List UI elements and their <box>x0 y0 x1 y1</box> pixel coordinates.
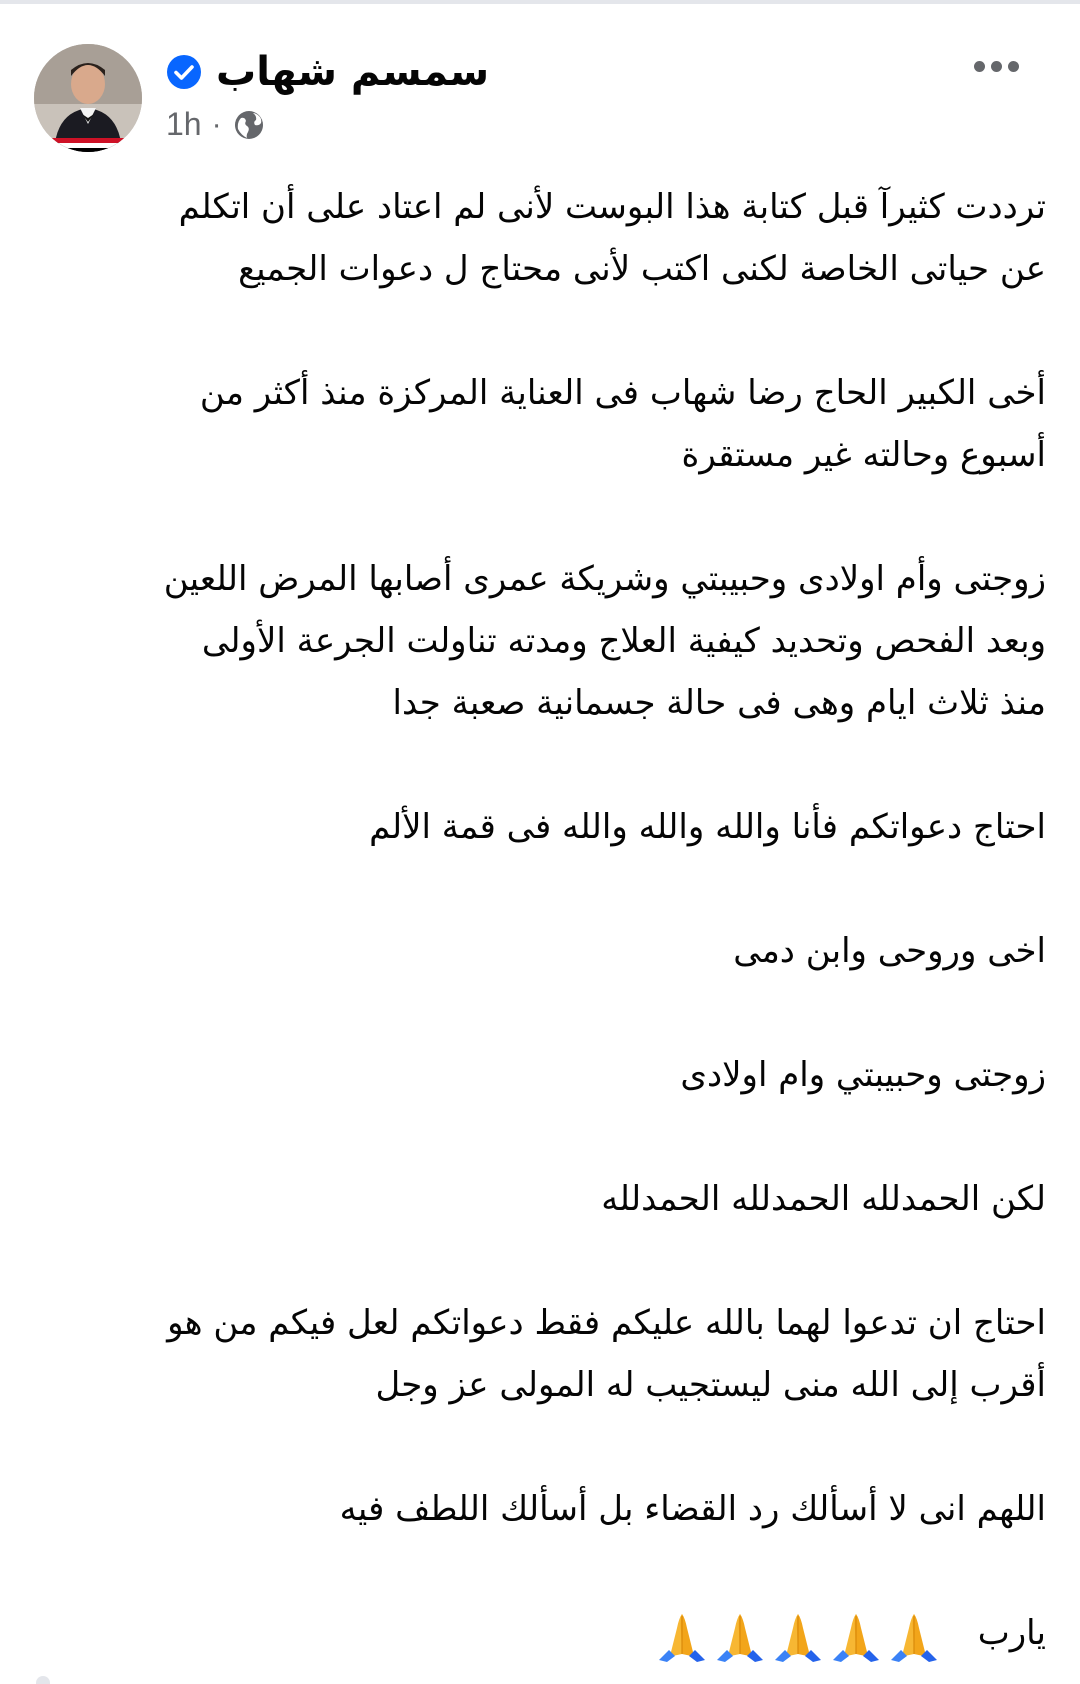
folded-hands-icon <box>887 1608 941 1662</box>
more-options-icon[interactable] <box>964 46 1028 86</box>
meta-separator: · <box>211 107 222 141</box>
verified-badge-icon <box>166 54 202 90</box>
text-line: اخى وروحى وابن دمى <box>733 931 1046 971</box>
bottom-edge-marker <box>36 1676 50 1684</box>
post-paragraph <box>46 920 1046 982</box>
post-paragraph <box>46 1168 1046 1230</box>
globe-icon[interactable] <box>232 108 266 142</box>
more-dot <box>1008 61 1019 72</box>
text-line: منذ ثلاث ايام وهى فى حالة جسمانية صعبة جدا <box>392 683 1046 723</box>
post-paragraph-closing <box>46 1602 1046 1664</box>
folded-hands-icon <box>771 1608 825 1662</box>
folded-hands-icon <box>655 1608 709 1662</box>
post-paragraph <box>46 1044 1046 1106</box>
folded-hands-row <box>655 1608 941 1662</box>
closing-text: يارب <box>977 1613 1046 1653</box>
text-line: احتاج دعواتكم فأنا والله والله والله فى قمة الألم <box>369 807 1046 847</box>
text-line: لكن الحمدلله الحمدلله الحمدلله <box>601 1179 1046 1219</box>
post-paragraph <box>46 796 1046 858</box>
more-dot <box>974 61 985 72</box>
text-line: احتاج ان تدعوا لهما بالله عليكم فقط دعواتكم لعل فيكم من هو <box>167 1303 1046 1343</box>
text-line: ترددت كثيرآ قبل كتابة هذا البوست لأنى لم اعتاد على أن اتكلم <box>178 187 1046 227</box>
folded-hands-icon <box>829 1608 883 1662</box>
post-body <box>46 176 1046 1664</box>
post-time[interactable]: 1h <box>166 106 202 142</box>
text-line: اللهم انى لا أسألك رد القضاء بل أسألك اللطف فيه <box>339 1489 1046 1529</box>
post-paragraph <box>46 176 1046 300</box>
text-line: عن حياتى الخاصة لكنى اكتب لأنى محتاج ل دعوات الجميع <box>238 249 1046 289</box>
author-name-row <box>166 42 489 102</box>
post-paragraph <box>46 362 1046 486</box>
post-paragraph <box>46 1292 1046 1416</box>
text-line: وبعد الفحص وتحديد كيفية العلاج ومدته تناولت الجرعة الأولى <box>201 621 1046 661</box>
text-line: زوجتى وحبيبتي وام اولادى <box>680 1055 1046 1095</box>
text-line: أخى الكبير الحاج رضا شهاب فى العناية المركزة منذ أكثر من <box>199 373 1046 413</box>
text-line: أقرب إلى الله منى ليستجيب له المولى عز وجل <box>375 1365 1046 1405</box>
author-avatar[interactable] <box>34 44 142 152</box>
author-name[interactable]: سمسم شهاب <box>216 49 490 95</box>
folded-hands-icon <box>713 1608 767 1662</box>
text-line: أسبوع وحالته غير مستقرة <box>681 435 1046 475</box>
post-paragraph <box>46 548 1046 734</box>
more-dot <box>991 61 1002 72</box>
text-line: زوجتى وأم اولادى وحبيبتي وشريكة عمرى أصابها المرض اللعين <box>163 559 1046 599</box>
top-divider <box>0 0 1080 4</box>
post-meta <box>166 106 266 143</box>
post-paragraph <box>46 1478 1046 1540</box>
post-header <box>0 30 1080 160</box>
